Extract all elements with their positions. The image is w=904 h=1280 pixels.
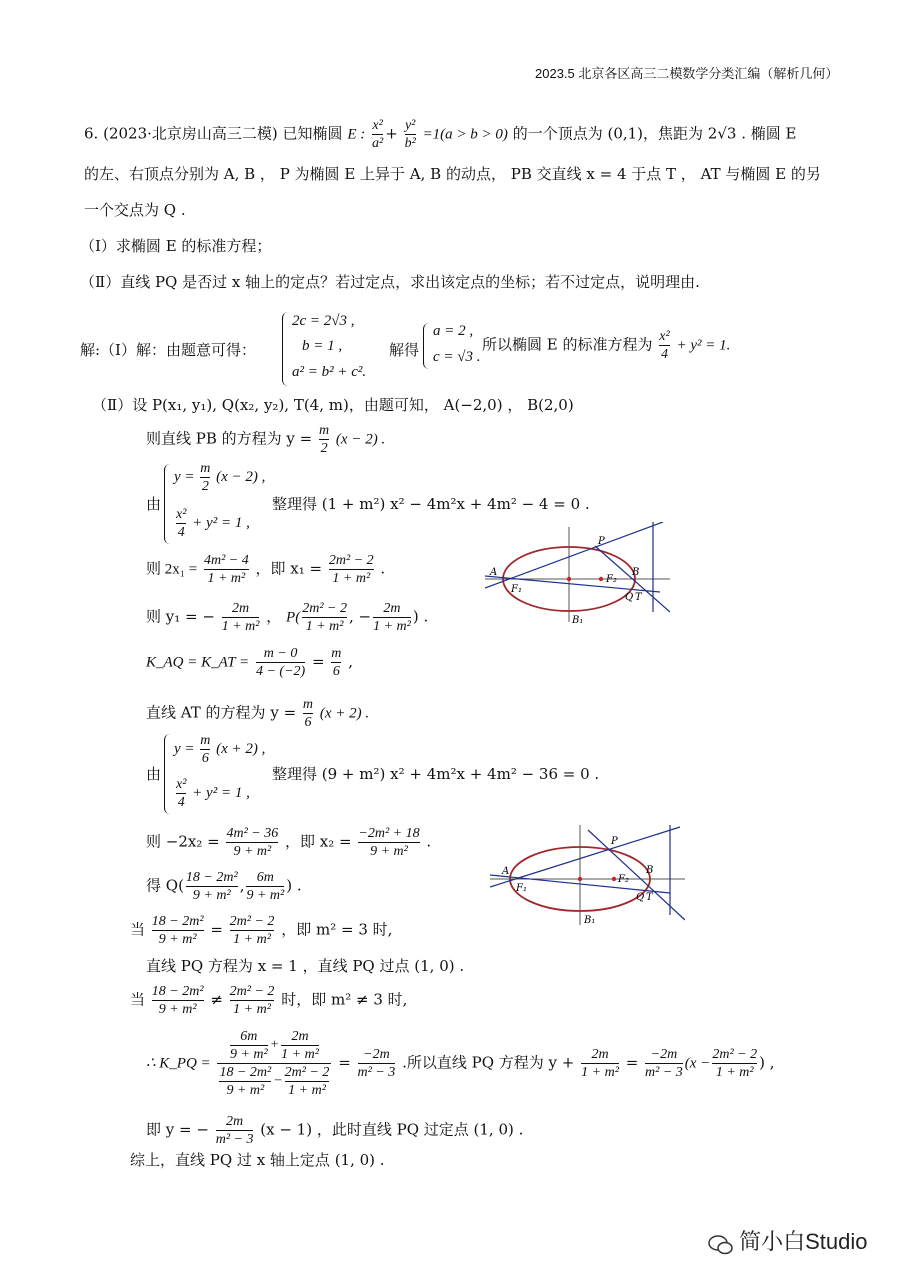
kaq-label: K_AQ = K_AT = [146, 654, 250, 671]
frac-m6: $\frac{m}{6}$ [331, 646, 342, 679]
brace-3 [164, 464, 173, 544]
figure-1 [485, 522, 670, 630]
part2-intro: （Ⅱ）设 P(x₁, y₁), Q(x₂, y₂), T(4, m)，由题可知， A(−2,0) ， B(2,0) [92, 396, 574, 414]
result-tail: + y² = 1. [676, 337, 731, 354]
frac-px: $\frac{\text{2m² − 2}}{\text{1 + m²}}$ [302, 601, 347, 634]
label-b: B [632, 567, 640, 578]
problem-number: 6. [84, 124, 99, 143]
kpq-label: ∴ K_PQ = [146, 1055, 211, 1072]
when-2: 当 $\frac{\text{18 − 2m²}}{\text{9 + m²}}$ ≠ $\frac{\text{2m² − 2}}{\text{1 + m²}}$ 时，即 m² ≠ 3 时, [130, 984, 408, 1017]
frac-x1r: $\frac{\text{2m² − 2}}{\text{1 + m²}}$ [328, 553, 374, 586]
kaq-line: K_AQ = K_AT = $\frac{m - 0}{4 - (-2)}$ = $\frac{m}{6}$ , [146, 646, 353, 679]
x2-mid: ，即 x₂ = [285, 832, 352, 851]
sys3-eq1: y = $\frac{m}{2}$ (x − 2) , [174, 461, 266, 494]
problem-source: (2023·北京房山高三二模) [103, 124, 278, 143]
x1-mid: ，即 x₁ = [255, 559, 323, 578]
sys1-eq1: 2c = 2√3 , [292, 313, 355, 329]
line-at-text: 直线 AT 的方程为 y = [146, 703, 297, 722]
x1-a: 则 2x₁ = [146, 561, 198, 578]
p-point: P( [286, 609, 301, 626]
y1-a: 则 y₁ = − [146, 607, 215, 626]
line-at-tail: (x + 2) . [319, 705, 370, 722]
f2-dot [599, 577, 603, 581]
sys4-eq1: y = $\frac{m}{6}$ (x + 2) , [174, 733, 266, 766]
line-pb-tail: (x − 2) . [335, 431, 386, 448]
frac-x24: $\frac{\text{x²}}{4}$ [659, 329, 670, 362]
frac-qy: $\frac{6m}{\text{9 + m²}}$ [246, 870, 285, 903]
sys4-tail2: + y² = 1 , [192, 784, 250, 801]
label-f1: F₁ [511, 584, 522, 595]
solve-word: 解得 [389, 341, 420, 359]
you-2: 由 [146, 765, 162, 783]
watermark [708, 1225, 867, 1256]
problem-text: 已知椭圆 [282, 124, 343, 143]
sys4-eq2 [174, 776, 250, 811]
when2-word: 当 [130, 990, 146, 1009]
frac-x24b: $\frac{\text{x²}}{4}$ [176, 507, 187, 540]
frac-py: $\frac{2m}{\text{1 + m²}}$ [373, 601, 411, 634]
sys2-eq1: a = 2 , [433, 323, 474, 339]
y1-line: 则 y₁ = − $\frac{2m}{\text{1 + m²}}$ ， P( $\frac{\text{2m² − 2}}{\text{1 + m²}}$ , − $\frac{2m}{\text{1 + m²}}$ ) . [146, 601, 429, 634]
frac-y1: $\frac{2m}{\text{1 + m²}}$ [221, 601, 260, 634]
frac-m2: $\frac{m}{2}$ [319, 423, 330, 456]
when2-tail: 时，即 m² ≠ 3 时, [281, 990, 408, 1009]
result-text: 所以椭圆 E 的标准方程为 [482, 335, 653, 354]
q-label: 得 Q( [146, 876, 184, 895]
sys3-eq2 [174, 506, 250, 541]
frac-w2b: $\frac{\text{2m² − 2}}{\text{1 + m²}}$ [229, 984, 275, 1017]
label-f1: F₁ [516, 883, 527, 894]
frac-kpq4: $\frac{\text{2m² − 2}}{\text{1 + m²}}$ [712, 1047, 758, 1080]
ellipse-label: E : [347, 126, 366, 143]
label-t: T [635, 592, 642, 603]
brace-2 [423, 323, 432, 369]
conclusion: 综上，直线 PQ 过 x 轴上定点 (1, 0) . [130, 1151, 385, 1169]
frac-kpq: $\frac{-2m}{\text{m² − 3}}$ [357, 1047, 396, 1080]
origin-dot [567, 577, 571, 581]
label-b1: B₁ [572, 615, 584, 626]
label-b1: B₁ [584, 915, 596, 926]
pq-line-1: 直线 PQ 方程为 x = 1 ，直线 PQ 过点 (1, 0) . [146, 957, 465, 975]
x2-line: 则 −2x₂ = $\frac{\text{4m² − 36}}{\text{9 + m²}}$ ，即 x₂ = $\frac{\text{−2m² + 18}}{\text{9 + m²}}$ . [146, 826, 432, 859]
eq-final-tail: (x − 1) ，此时直线 PQ 过定点 (1, 0) . [260, 1120, 524, 1139]
sys3-tail: (x − 2) , [216, 468, 266, 485]
frac-qx: $\frac{\text{18 − 2m²}}{\text{9 + m²}}$ [185, 870, 238, 903]
line-pb-text: 则直线 PB 的方程为 y = [146, 429, 313, 448]
origin-dot [578, 877, 582, 881]
q-line: 得 Q( $\frac{\text{18 − 2m²}}{\text{9 + m²}}$ , $\frac{6m}{\text{9 + m²}}$ ) . [146, 870, 302, 903]
label-a: A [490, 567, 498, 578]
f2-dot [612, 877, 616, 881]
part-1: （Ⅰ）求椭圆 E 的标准方程； [80, 237, 272, 255]
frac-kat: $\frac{m - 0}{4 - (-2)}$ [255, 646, 306, 679]
sys4-tail: (x + 2) , [216, 740, 266, 757]
page-header: 2023.5 北京各区高三二模数学分类汇编（解析几何） [535, 66, 839, 81]
watermark-text: 简小白Studio [739, 1229, 868, 1254]
part-2: （Ⅱ）直线 PQ 是否过 x 轴上的定点？若过定点，求出该定点的坐标；若不过定点，说明理由. [80, 273, 700, 291]
kpq-compound: $\frac{6m}{\text{9 + m²}}$ + $\frac{2m}{\text{1 + m²}}$ $\frac{\text{18 − 2m²}}{\text{9 + m²}}$ − $\frac{\text{2m² − 2}}{\text{1 + m²}}$ [219, 1029, 330, 1098]
problem-line-2: 的左、右顶点分别为 A, B ， P 为椭圆 E 上异于 A, B 的动点， PB 交直线 x = 4 于点 T ， AT 与椭圆 E 的另 [84, 165, 821, 183]
when1-tail: ，即 m² = 3 时, [281, 920, 393, 939]
sys1-eq3: a² = b² + c². [292, 364, 367, 380]
frac-x2n: $\frac{\text{4m² − 36}}{\text{9 + m²}}$ [226, 826, 279, 859]
frac-m6b: $\frac{m}{6}$ [302, 697, 314, 730]
figure-2 [490, 825, 685, 933]
sys4-result: 整理得 (9 + m²) x² + 4m²x + 4m² − 36 = 0 . [272, 765, 600, 783]
wechat-icon [708, 1234, 734, 1256]
problem-line-3: 一个交点为 Q . [84, 201, 186, 219]
frac-kpq2: $\frac{2m}{\text{1 + m²}}$ [581, 1047, 619, 1080]
frac-x2r: $\frac{\text{−2m² + 18}}{\text{9 + m²}}$ [358, 826, 420, 859]
x2-a: 则 −2x₂ = [146, 832, 220, 851]
frac-w1b: $\frac{\text{2m² − 2}}{\text{1 + m²}}$ [229, 914, 275, 947]
line-pb [146, 422, 385, 457]
sys3-result: 整理得 (1 + m²) x² − 4m²x + 4m² − 4 = 0 . [272, 495, 590, 513]
frac-x2a2: $\frac{\text{x²}}{\text{a²}}$ [372, 118, 384, 151]
problem-line-1: 6. (2023·北京房山高三二模) 已知椭圆 E : $\frac{\text{x²}}{\text{a²}}$ + $\frac{\text{y²}}{\text{b²}}$ =1(a > b > 0) 的一个顶点为 (0,1)，焦距为 2√3 . 椭圆 E [84, 118, 797, 151]
frac-y2b2: $\frac{\text{y²}}{\text{b²}}$ [404, 118, 416, 151]
sys2-eq2: c = √3 . [433, 349, 481, 365]
frac-x1n: $\frac{\text{4m² − 4}}{\text{1 + m²}}$ [203, 553, 249, 586]
label-b: B [646, 865, 654, 876]
label-q: Q [625, 592, 634, 603]
frac-fin: $\frac{2m}{\text{m² − 3}}$ [215, 1114, 254, 1147]
label-p: P [598, 536, 605, 547]
label-a: A [502, 866, 510, 877]
sys3-tail2: + y² = 1 , [192, 514, 250, 531]
label-f2: F₂ [618, 874, 629, 885]
frac-x24c: $\frac{\text{x²}}{4}$ [176, 777, 187, 810]
when-1: 当 $\frac{\text{18 − 2m²}}{\text{9 + m²}}$ = $\frac{\text{2m² − 2}}{\text{1 + m²}}$ ，即 m² = 3 时, [130, 914, 393, 947]
frac-m2b: $\frac{m}{2}$ [200, 461, 211, 494]
label-t: T [646, 892, 653, 903]
frac-m6c: $\frac{m}{6}$ [200, 733, 211, 766]
frac-w1a: $\frac{\text{18 − 2m²}}{\text{9 + m²}}$ [151, 914, 204, 947]
eq-final [146, 1113, 523, 1148]
sys1-eq2: b = 1 , [302, 338, 343, 354]
label-q: Q [636, 892, 645, 903]
brace-1 [282, 312, 291, 386]
result-1 [482, 328, 730, 363]
kpq-tail: .所以直线 PQ 方程为 y + [402, 1053, 575, 1072]
label-f2: F₂ [606, 574, 617, 585]
problem-text: 的一个顶点为 (0,1)，焦距为 2√3 . 椭圆 E [512, 124, 797, 143]
frac-w2a: $\frac{\text{18 − 2m²}}{\text{9 + m²}}$ [151, 984, 204, 1017]
line-at [146, 696, 369, 731]
frac-kpq3: $\frac{-2m}{\text{m² − 3}}$ [645, 1047, 683, 1080]
x1-line: 则 2x₁ = $\frac{\text{4m² − 4}}{\text{1 + m²}}$ ，即 x₁ = $\frac{\text{2m² − 2}}{\text{1 + m²}}$ . [146, 553, 386, 586]
kpq-line: ∴ K_PQ = $\frac{6m}{\text{9 + m²}}$ + $\frac{2m}{\text{1 + m²}}$ $\frac{\text{18 − 2m²}}{\text{9 + m²}}$ − $\frac{\text{2m² − 2}}{\text{1 + m²}}$ = $\frac{-2m}{\text{m² − 3}}$ .所以直线 PQ 方程为 y + $\frac{2m}{\text{1 + m²}}$ = $\frac{-2m}{\text{m² − 3}}$ (x − $\frac{\text{2m² − 2}}{\text{1 + m²}}$ ) , [146, 1029, 775, 1098]
ellipse-condition: =1(a > b > 0) [422, 126, 508, 143]
you-1: 由 [146, 495, 162, 513]
eq-final-a: 即 y = − [146, 1120, 209, 1139]
label-p: P [611, 836, 618, 847]
brace-4 [164, 734, 173, 814]
when1-word: 当 [130, 920, 146, 939]
solution-intro: 解:（Ⅰ）解：由题意可得： [80, 341, 256, 359]
